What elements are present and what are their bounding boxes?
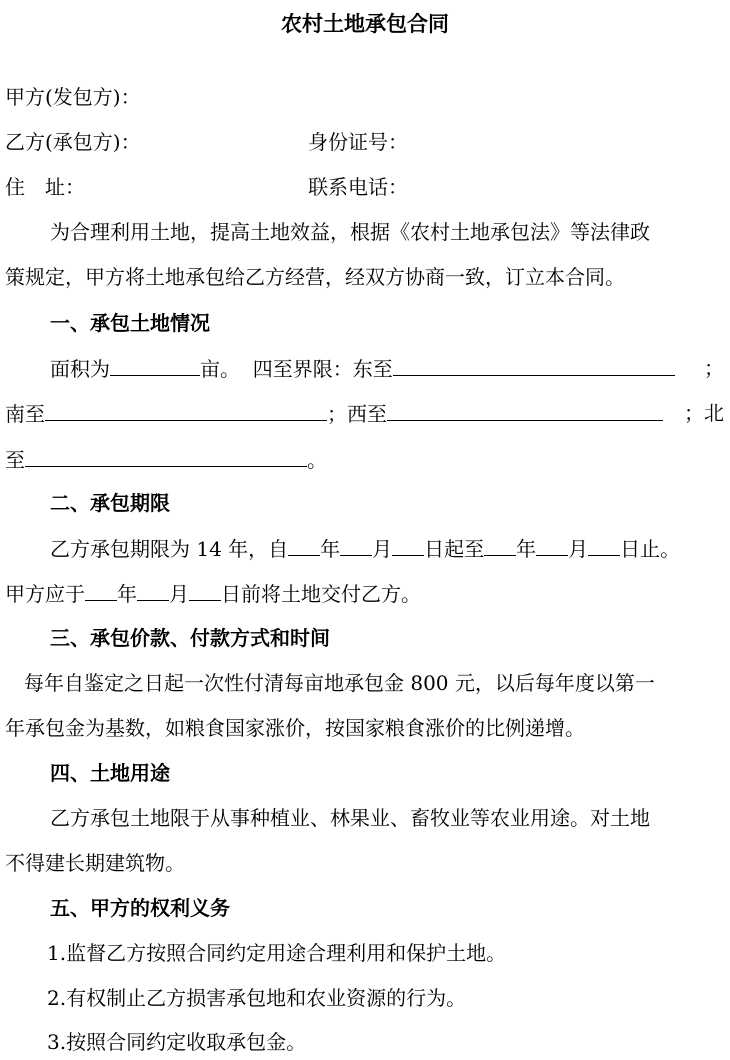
area-unit: 亩。 xyxy=(200,357,240,381)
north-blank xyxy=(25,442,307,467)
address-label: 住 址： xyxy=(5,175,85,199)
section-4-heading: 四、土地用途 xyxy=(50,761,170,785)
id-number-label: 身份证号： xyxy=(308,130,408,154)
payment-line-1: 每年自鉴定之日起一次性付清每亩地承包金 800 元，以后每年度以第一 xyxy=(24,671,655,695)
term-text-3: 月 xyxy=(372,537,393,561)
party-a-line xyxy=(5,80,724,114)
boundary-label: 四至界限：东至 xyxy=(252,357,393,381)
payment-line-2: 年承包金为基数，如粮食国家涨价，按国家粮食涨价的比例递增。 xyxy=(5,716,585,740)
section-1-heading: 一、承包土地情况 xyxy=(50,311,210,335)
end-year-blank xyxy=(484,531,516,556)
start-year-blank xyxy=(288,531,320,556)
usage-line-1: 乙方承包土地限于从事种植业、林果业、畜牧业等农业用途。对土地 xyxy=(50,806,650,830)
term-line xyxy=(50,531,724,565)
term-text-5: 年 xyxy=(516,537,537,561)
end-month-blank xyxy=(536,531,568,556)
start-month-blank xyxy=(340,531,372,556)
delivery-day-blank xyxy=(189,576,221,601)
area-line xyxy=(50,351,724,385)
usage-line-2: 不得建长期建筑物。 xyxy=(5,851,185,875)
party-b-line xyxy=(5,125,724,159)
preamble-line-1: 为合理利用土地，提高土地效益，根据《农村土地承包法》等法律政 xyxy=(50,220,650,244)
list-item: 1.监督乙方按照合同约定用途合理利用和保护土地。 xyxy=(47,941,507,965)
north-line xyxy=(5,442,724,476)
term-text-4: 日起至 xyxy=(424,537,485,561)
delivery-line xyxy=(5,576,724,610)
delivery-text-3: 月 xyxy=(169,582,189,606)
party-b-label: 乙方(承包方)： xyxy=(5,130,141,154)
delivery-text-1: 甲方应于 xyxy=(5,582,85,606)
preamble-line-2: 策规定，甲方将土地承包给乙方经营，经双方协商一致，订立本合同。 xyxy=(5,265,625,289)
west-blank xyxy=(387,396,663,421)
section-5-heading: 五、甲方的权利义务 xyxy=(50,896,230,920)
area-prefix: 面积为 xyxy=(50,357,110,381)
south-label: 南至 xyxy=(5,402,45,426)
address-line xyxy=(5,170,724,204)
end-day-blank xyxy=(588,531,620,556)
north-end: 。 xyxy=(307,448,327,472)
term-text-2: 年 xyxy=(320,537,341,561)
north-label-b: 至 xyxy=(5,448,25,472)
start-day-blank xyxy=(392,531,424,556)
phone-label: 联系电话： xyxy=(308,175,408,199)
document-title: 农村土地承包合同 xyxy=(281,12,449,36)
north-label-a: ；北 xyxy=(684,401,724,425)
east-semicolon: ； xyxy=(704,356,724,380)
delivery-text-2: 年 xyxy=(117,582,137,606)
west-label: ；西至 xyxy=(327,402,387,426)
delivery-year-blank xyxy=(85,576,117,601)
term-text-7: 日止。 xyxy=(620,537,681,561)
east-blank xyxy=(393,351,675,376)
delivery-text-4: 日前将土地交付乙方。 xyxy=(221,582,421,606)
section-3-heading: 三、承包价款、付款方式和时间 xyxy=(50,626,330,650)
list-item: 2.有权制止乙方损害承包地和农业资源的行为。 xyxy=(47,986,467,1010)
delivery-month-blank xyxy=(137,576,169,601)
area-blank xyxy=(110,351,200,376)
term-text-1: 乙方承包期限为 14 年，自 xyxy=(50,537,289,561)
term-text-6: 月 xyxy=(568,537,589,561)
south-west-line xyxy=(5,396,724,430)
list-item: 3.按照合同约定收取承包金。 xyxy=(47,1030,307,1054)
section-2-heading: 二、承包期限 xyxy=(50,491,170,515)
party-a-label: 甲方(发包方)： xyxy=(5,85,141,109)
south-blank xyxy=(45,396,327,421)
